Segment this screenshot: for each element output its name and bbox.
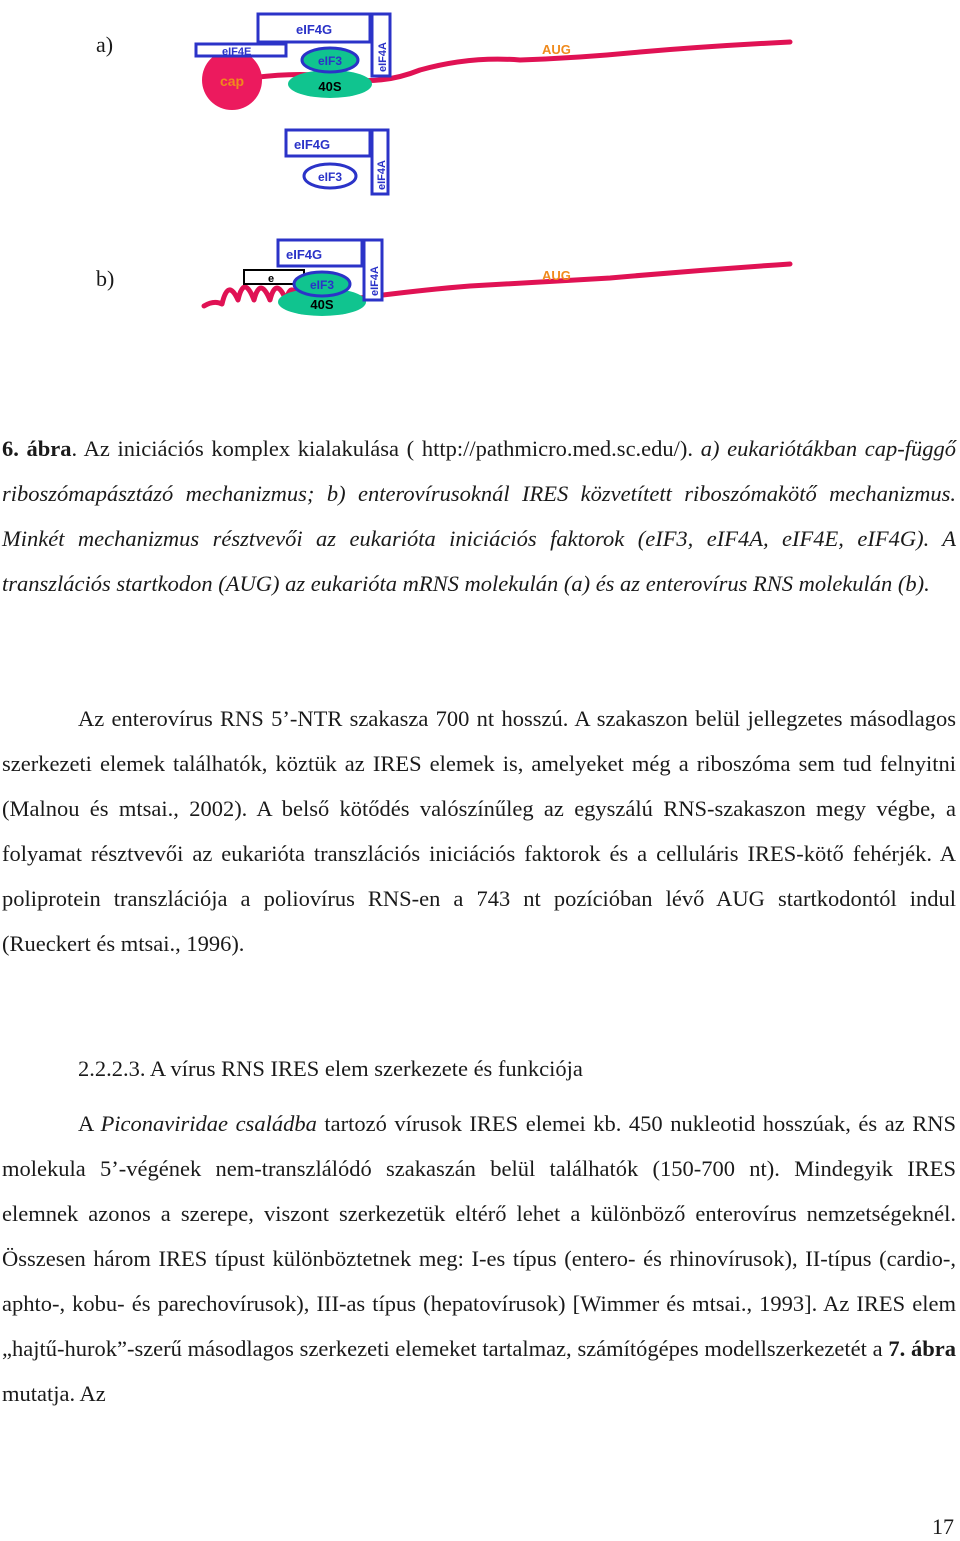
panel-a-eif4a-label: eIF4A [377,42,389,72]
initiation-complex-figure [0,0,960,400]
body-paragraph-1: Az enterovírus RNS 5’-NTR szakasza 700 nt hosszú. A szakaszon belül jellegzetes másodlagos szerkezeti elemek találhatók, köztük az IRES elemek is, amelyeket még a riboszóma sem tud felnyitni (Malnou és mtsai., 2002). A belső kötődés valószínűleg az egyszálú RNS-szakaszon megy végbe, a folyamat résztvevői az eukarióta transzlációs iniciációs faktorok és a celluláris IRES-kötő fehérjék. A poliprotein transzlációja a poliovírus RNS-en a 743 nt pozícióban lévő AUG startkodontól indul (Rueckert és mtsai., 1996). [2,706,956,956]
panel-a-eif4e-label: eIF4E [222,46,252,58]
panel-b-eif3-label: eIF3 [309,278,335,292]
panel-b-aug-label: AUG [542,268,571,283]
middle-eif4a-label: eIF4A [376,160,388,190]
panel-b-40s-label: 40S [310,297,334,312]
panel-a-diagram [196,14,790,110]
panel-a-eif3-label: eIF3 [317,54,343,68]
middle-eif3-label: eIF3 [317,170,343,184]
panel-a-label: a) [96,32,114,57]
section-heading: 2.2.2.3. A vírus RNS IRES elem szerkezete és funkciója [78,1056,583,1081]
paragraph-2-part-2: tartozó vírusok IRES elemei kb. 450 nukleotid hosszúak, és az RNS molekula 5’-végének nem-transzlálódó szakaszán belül találhatók (150-700 nt). Mindegyik IRES elemnek azonos a szerepe, viszont szerkezetük eltérő lehet a különböző enterovírus nemzetségeknél. Összesen három IRES típust különböztetnek meg: I-es típus (entero- és rhinovírusok), II-típus (cardio-, aphto-, kobu- és parechovírusok), III-as típus (hepatovírusok) [Wimmer és mtsai., 1993]. Az IRES elem „hajtű-hurok”-szerű másodlagos szerkezeti elemeket tartalmaz, számítógépes modellszerkezetét a [2,1111,956,1361]
panel-b-diagram [204,240,790,316]
panel-b-eif4a-label: eIF4A [369,266,381,296]
paragraph-2-part-3: mutatja. Az [2,1381,106,1406]
middle-eif4g-label: eIF4G [294,137,331,152]
caption-title: . Az iniciációs komplex kialakulása ( http://pathmicro.med.sc.edu/). [71,436,694,461]
free-complex-diagram [286,130,388,194]
panel-a-40s-label: 40S [318,79,342,94]
paragraph-2-part-1: A [78,1111,101,1136]
panel-b-eif4g-label: eIF4G [286,247,323,262]
panel-a-cap-label: cap [219,73,245,89]
caption-figure-number: 6. ábra [2,436,72,461]
page-number: 17 [932,1514,954,1539]
panel-a-aug-label: AUG [542,42,571,57]
body-paragraph-2 [2,1101,956,1416]
caption-description: a) eukariótákban cap-függő riboszómapásztázó mechanizmus; b) enterovírusoknál IRES közvetített riboszómakötő mechanizmus. Minkét mechanizmus résztvevői az eukarióta iniciációs faktorok (eIF3, eIF4A, eIF4E, eIF4G). A transzlációs startkodon (AUG) az eukarióta mRNS molekulán (a) és az enterovírus RNS molekulán (b). [2,436,957,596]
panel-a-eif4g-label: eIF4G [296,22,333,37]
panel-b-e-label: e [268,273,275,285]
paragraph-2-figure-ref: 7. ábra [888,1336,957,1361]
paragraph-2-italic: Piconaviridae családba [100,1111,317,1136]
panel-b-label: b) [96,266,115,291]
figure-caption [2,426,956,606]
